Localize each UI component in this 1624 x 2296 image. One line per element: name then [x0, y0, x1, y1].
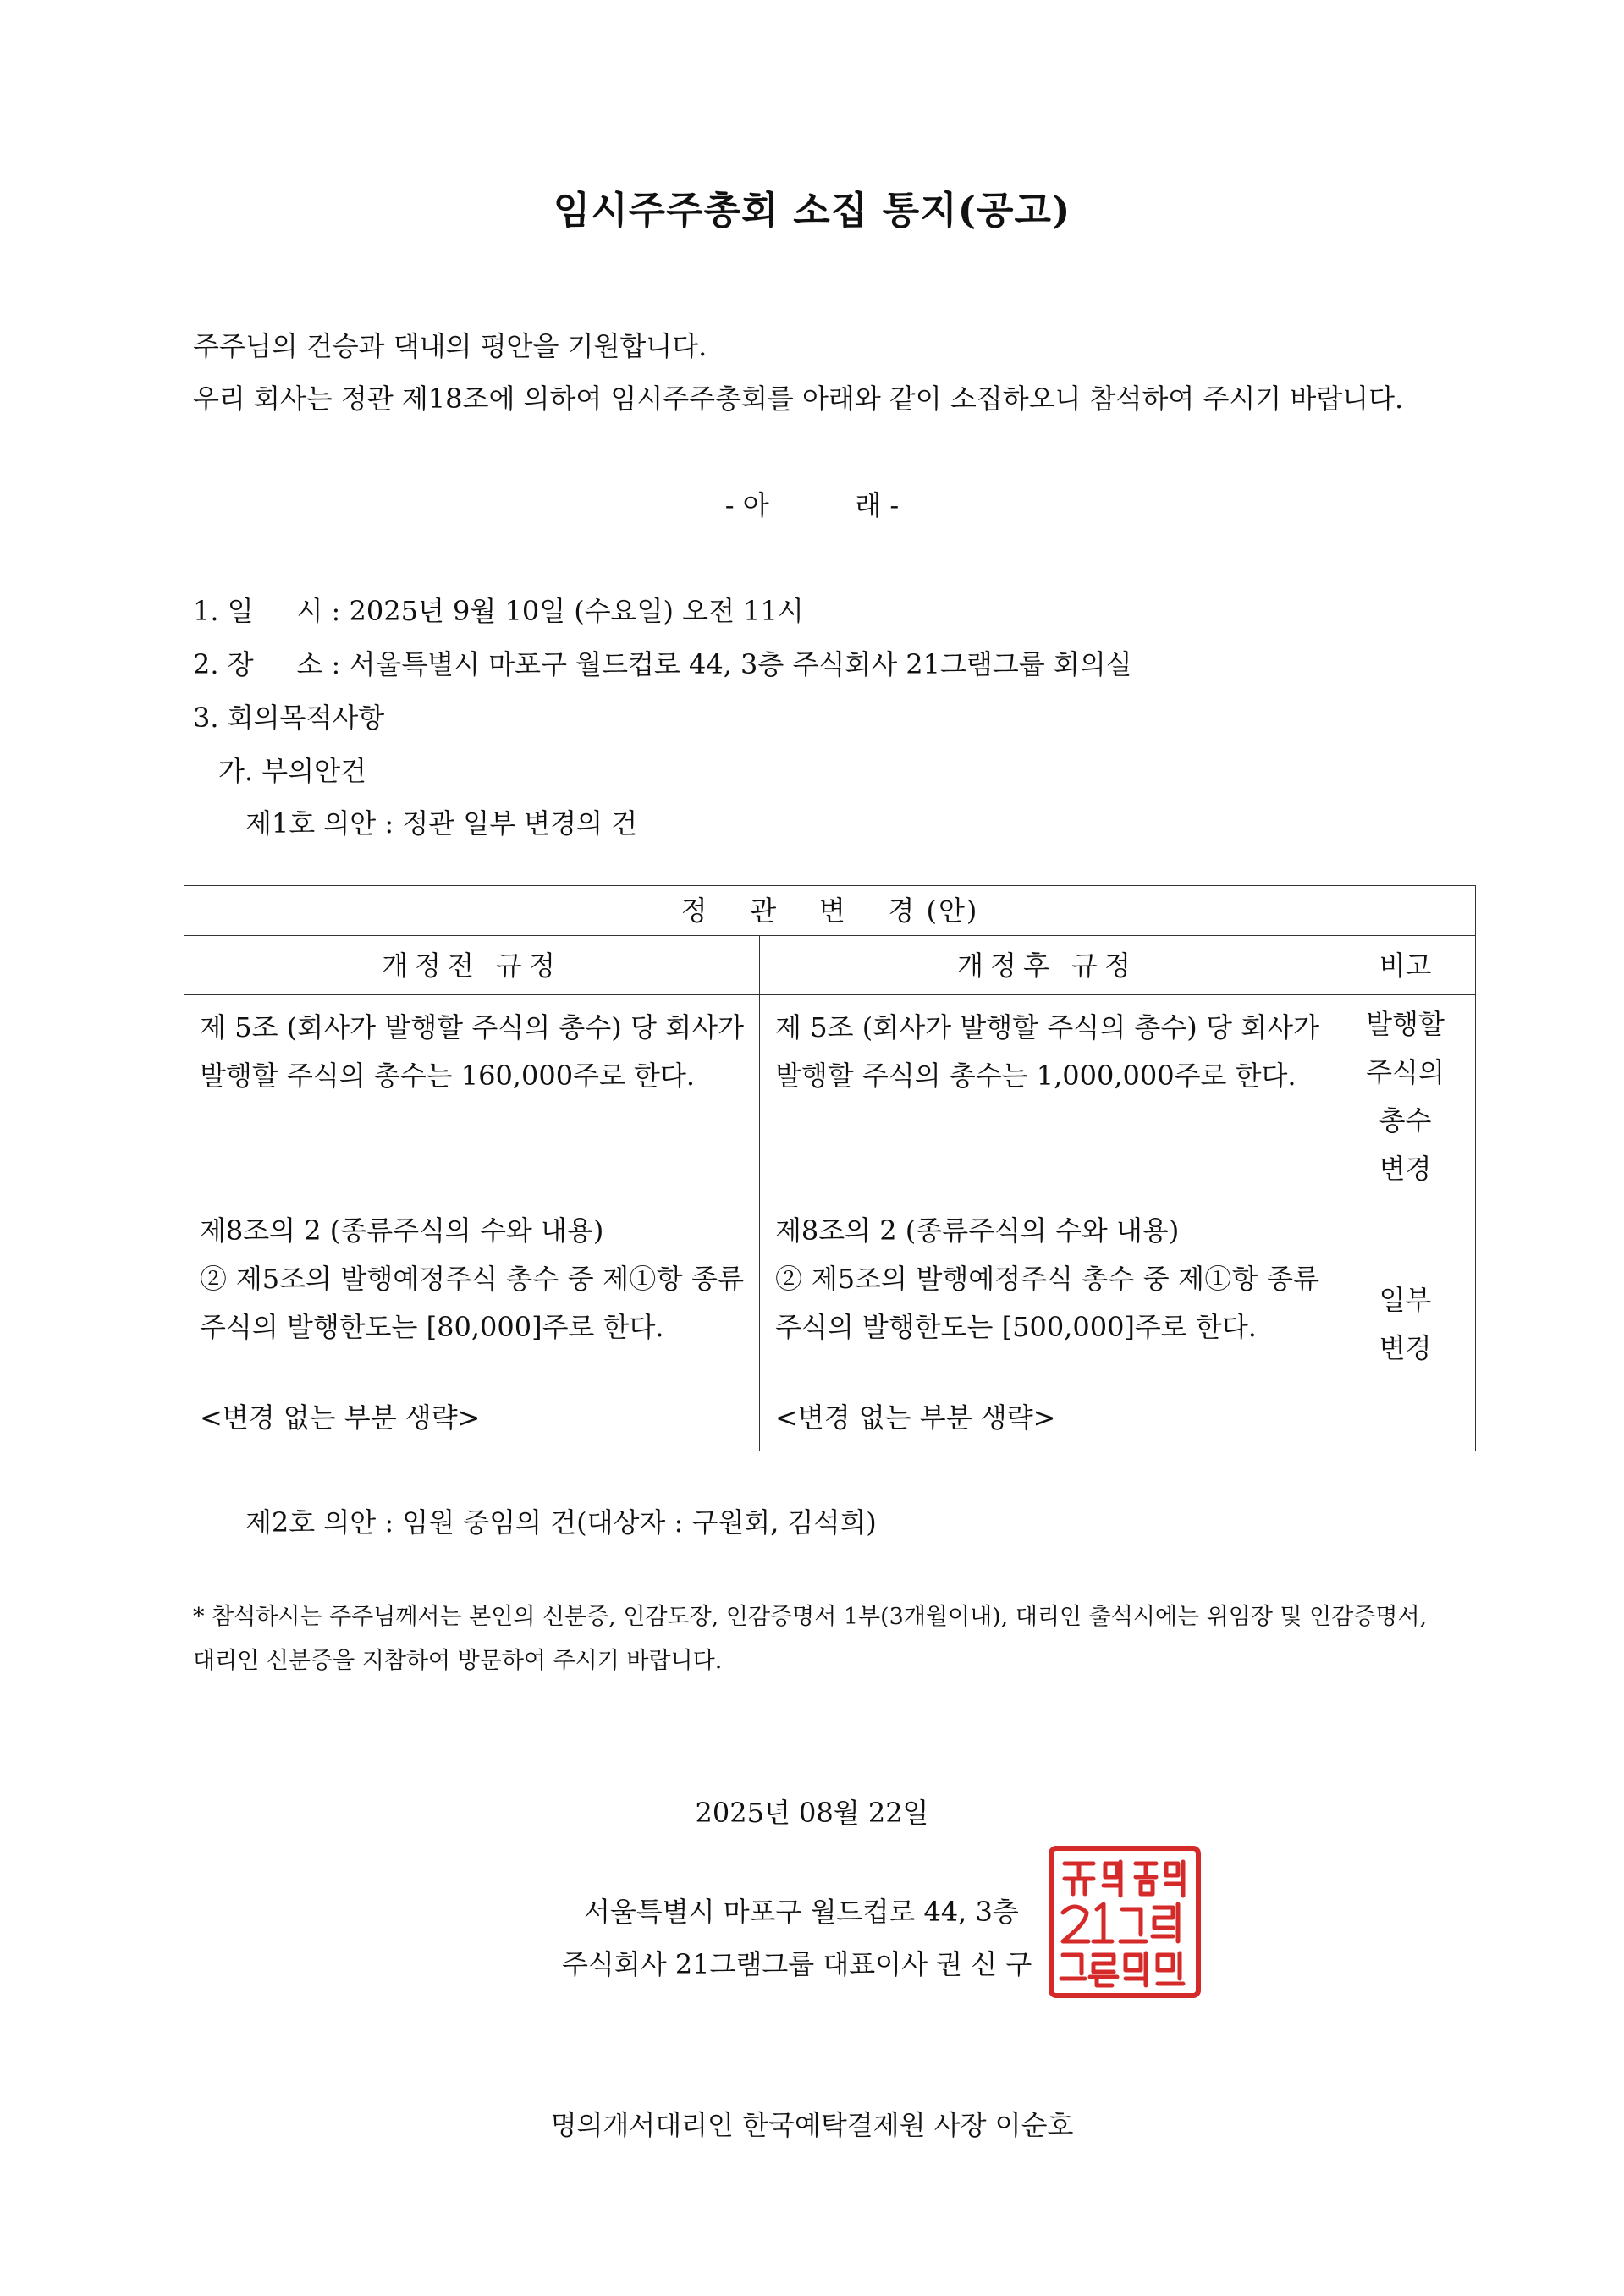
row1-note [1335, 995, 1476, 1198]
row2-before-title: 제8조의 2 (종류주식의 수와 내용) [200, 1214, 604, 1247]
greeting-line-2: 우리 회사는 정관 제18조에 의하여 임시주주총회를 아래와 같이 소집하오니 참석하여 주시기 바랍니다. [193, 383, 1404, 415]
company-seal [1048, 1845, 1202, 1999]
row2-note [1335, 1198, 1476, 1451]
signature-address: 서울특별시 마포구 월드컵로 44, 3층 [584, 1896, 1019, 1928]
row1-after-text: 제 5조 (회사가 발행할 주식의 총수) 당 회사가 발행할 주식의 총수는 1,000,000주로 한다. [775, 1011, 1319, 1092]
col-note-header: 비고 [1335, 936, 1476, 995]
greeting-line-1: 주주님의 건승과 댁내의 평안을 기원합니다. [193, 330, 707, 362]
meeting-place [193, 643, 1132, 682]
row2-before-body: ② 제5조의 발행예정주식 총수 중 제①항 종류주식의 발행한도는 [80,000]주로 한다. [200, 1263, 744, 1343]
date-label: 1. 일 시 : [193, 595, 341, 627]
amendment-table [184, 885, 1476, 1451]
agenda-item-1: 제1호 의안 : 정관 일부 변경의 건 [245, 807, 638, 840]
date-value: 2025년 9월 10일 (수요일) 오전 11시 [349, 595, 804, 627]
row2-after [760, 1198, 1335, 1451]
notice-date [0, 1792, 1624, 1831]
place-label: 2. 장 소 : [193, 648, 341, 680]
row2-note-text: 일부 변경 [1379, 1284, 1432, 1364]
footnote-line-1: * 참석하시는 주주님께서는 본인의 신분증, 인감도장, 인감증명서 1부(3개월이내), 대리인 출석시에는 위임장 및 인감증명서, [193, 1604, 1428, 1630]
table-caption [184, 886, 1476, 936]
row2-after-omit: <변경 없는 부분 생략> [775, 1401, 1056, 1434]
footnote-line-2: 대리인 신분증을 지참하여 방문하여 주시기 바랍니다. [193, 1648, 723, 1674]
agenda-item-2: 제2호 의안 : 임원 중임의 건(대상자 : 구원회, 김석희) [245, 1506, 877, 1539]
row2-after-body: ② 제5조의 발행예정주식 총수 중 제①항 종류주식의 발행한도는 [500,000]주로 한다. [775, 1263, 1319, 1343]
row2-before [184, 1198, 760, 1451]
row1-after [760, 995, 1335, 1198]
signature-company: 주식회사 21그램그룹 대표이사 권 신 구 [562, 1948, 1032, 1980]
notice-header [0, 484, 1624, 523]
row2-after-title: 제8조의 2 (종류주식의 수와 내용) [775, 1214, 1180, 1247]
transfer-agent-text: 명의개서대리인 한국예탁결제원 사장 이순호 [550, 2109, 1074, 2141]
page-title: 임시주주총회 소집 통지(공고) [553, 188, 1071, 233]
meeting-date [193, 590, 804, 629]
row1-before-text: 제 5조 (회사가 발행할 주식의 총수) 당 회사가 발행할 주식의 총수는 160,000주로 한다. [200, 1011, 744, 1092]
agenda-sub-heading: 가. 부의안건 [218, 755, 366, 787]
agenda-heading: 3. 회의목적사항 [193, 702, 385, 734]
row1-note-text: 발행할 주식의 총수 변경 [1366, 1007, 1445, 1185]
notice-date-text: 2025년 08월 22일 [695, 1797, 929, 1829]
row1-before [184, 995, 760, 1198]
col-after-header: 개정후 규정 [760, 936, 1335, 995]
place-value: 서울특별시 마포구 월드컵로 44, 3층 주식회사 21그램그룹 회의실 [349, 648, 1132, 680]
table-caption-text: 정 관 변 경 (안) [680, 895, 979, 927]
notice-header-text: - 아 래 - [724, 489, 900, 521]
table-row [184, 1198, 1476, 1451]
table-row [184, 995, 1476, 1198]
transfer-agent [0, 2104, 1624, 2143]
row2-before-omit: <변경 없는 부분 생략> [200, 1401, 481, 1434]
col-before-header: 개정전 규정 [184, 936, 760, 995]
